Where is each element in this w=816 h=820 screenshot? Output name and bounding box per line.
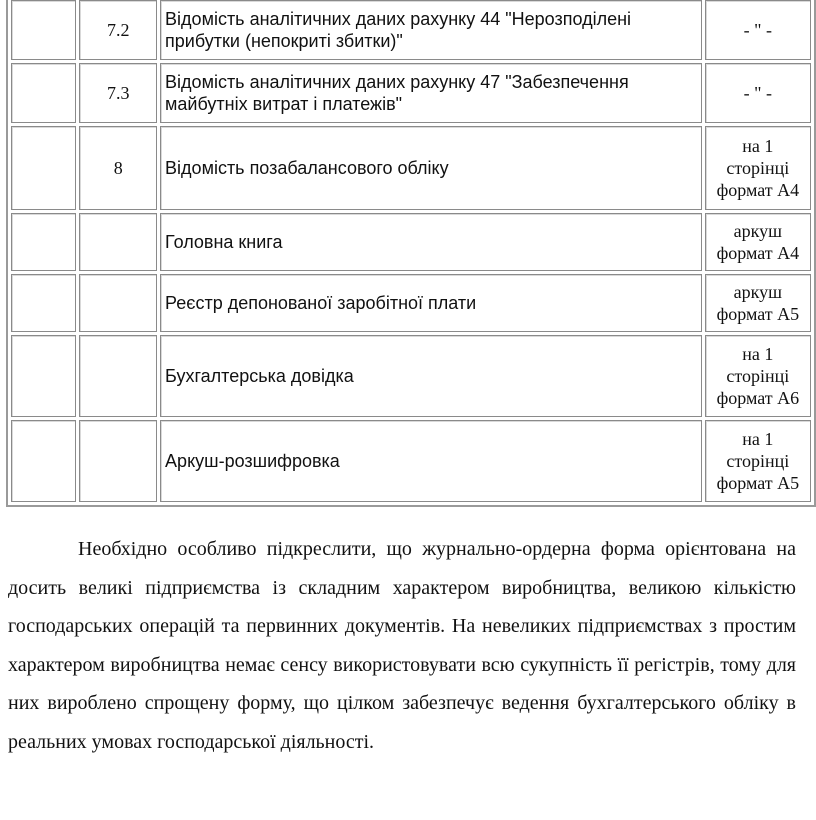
register-format-cell: - " - xyxy=(705,63,811,123)
table-row xyxy=(11,213,811,271)
row-blank-cell xyxy=(11,274,76,332)
row-number-cell xyxy=(79,335,157,417)
register-name-cell: Головна книга xyxy=(160,213,702,271)
row-blank-cell xyxy=(11,63,76,123)
registers-table-body xyxy=(11,0,811,502)
row-number-cell xyxy=(79,213,157,271)
row-blank-cell xyxy=(11,0,76,60)
table-row xyxy=(11,274,811,332)
register-name-cell: Реєстр депонованої заробітної плати xyxy=(160,274,702,332)
table-row xyxy=(11,0,811,60)
body-paragraph: Необхідно особливо підкреслити, що журнально-ордерна форма орієнтована на досить великі підприємства із складним характером виробництва, великою кількістю господарських операцій та первинних документів. На невеликих підприємствах з простим характером виробництва немає сенсу використовувати всю сукупність її регістрів, тому для них вироблено спрощену форму, що цілком забезпечує ведення бухгалтерського обліку в реальних умовах господарської діяльності. xyxy=(8,538,796,753)
register-format-cell: аркуш формат А4 xyxy=(705,213,811,271)
register-format-cell: аркуш формат А5 xyxy=(705,274,811,332)
row-number-cell xyxy=(79,420,157,502)
register-name-cell: Аркуш-розшифровка xyxy=(160,420,702,502)
row-blank-cell xyxy=(11,126,76,210)
row-blank-cell xyxy=(11,335,76,417)
row-blank-cell xyxy=(11,420,76,502)
register-format-cell: на 1 сторінці формат А4 xyxy=(705,126,811,210)
register-name-cell: Відомість позабалансового обліку xyxy=(160,126,702,210)
row-number-cell: 8 xyxy=(79,126,157,210)
row-number-cell: 7.3 xyxy=(79,63,157,123)
register-format-cell: на 1 сторінці формат А6 xyxy=(705,335,811,417)
register-format-cell: на 1 сторінці формат А5 xyxy=(705,420,811,502)
table-row xyxy=(11,63,811,123)
row-blank-cell xyxy=(11,213,76,271)
row-number-cell: 7.2 xyxy=(79,0,157,60)
register-format-cell: - " - xyxy=(705,0,811,60)
row-number-cell xyxy=(79,274,157,332)
register-name-cell: Відомість аналітичних даних рахунку 47 "Забезпечення майбутніх витрат і платежів" xyxy=(160,63,702,123)
table-row xyxy=(11,335,811,417)
table-row xyxy=(11,420,811,502)
register-name-cell: Відомість аналітичних даних рахунку 44 "Нерозподілені прибутки (непокриті збитки)" xyxy=(160,0,702,60)
registers-table xyxy=(6,0,816,507)
table-row xyxy=(11,126,811,210)
register-name-cell: Бухгалтерська довідка xyxy=(160,335,702,417)
registers-table-wrapper xyxy=(8,0,816,507)
